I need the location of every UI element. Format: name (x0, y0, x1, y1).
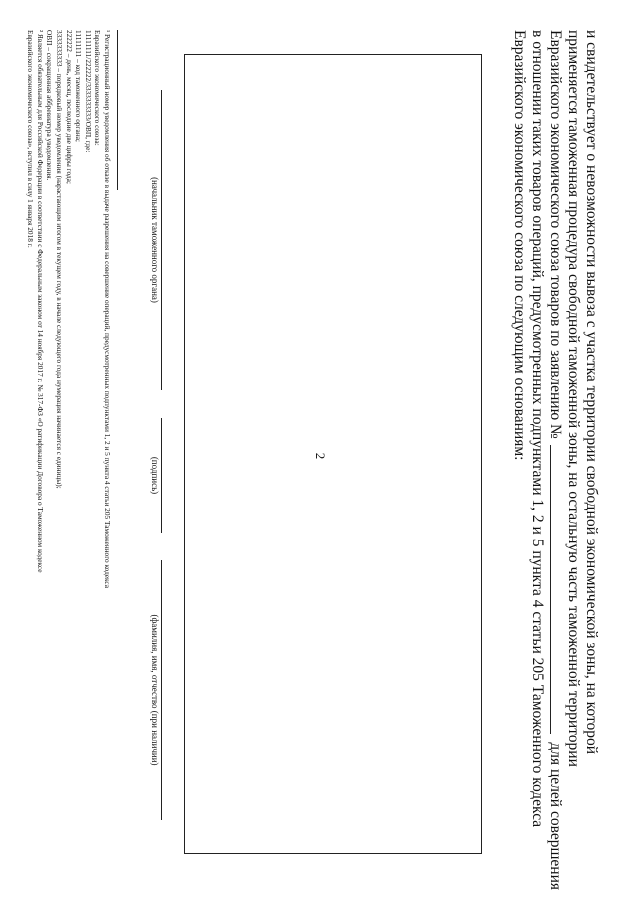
footnote-line: Евразийского экономического союза: (93, 30, 103, 146)
grounds-text-box (184, 54, 482, 854)
official-signature-line (161, 90, 162, 390)
signature-line (161, 418, 162, 533)
name-line (161, 560, 162, 820)
official-caption: (начальник таможенного органа) (150, 177, 160, 303)
footnotes (26, 30, 112, 860)
footnote-line: 222222 – день, месяц, последние две цифры года; (64, 30, 74, 184)
body-line: применяется таможенная процедура свободной таможенной зоны, на остальную часть таможенной территории (565, 30, 582, 767)
footnote-separator (117, 30, 118, 190)
footnote-line: Евразийского экономического союза», вступил в силу 1 января 2018 г. (26, 30, 36, 248)
signature-caption: (подпись) (150, 456, 160, 495)
footnote-line: 3333333333 – порядковый номер уведомления (нарастающим итогом в текущем году, в начале следующего года нумерация начинается с единицы); (55, 30, 65, 489)
body-line-part: для целей совершения (547, 742, 564, 890)
footnote-line: 11111111/222222/3333333333/ОВП, где: (83, 30, 93, 153)
rotated-document-body (0, 30, 600, 890)
body-line: Евразийского экономического союза по следующим основаниям: (511, 30, 528, 461)
body-line: в отношении таких товаров операций, предусмотренных подпунктами 1, 2 и 5 пункта 4 статьи 205 Таможенного кодекса (529, 30, 546, 828)
body-line: и свидетельствует о невозможности вывоза с участка территории свободной экономической зоны, на которой (583, 30, 600, 755)
page-number: 2 (313, 452, 328, 460)
application-number-blank (550, 445, 564, 735)
body-line-with-blank (546, 30, 564, 890)
body-line-part: Евразийского экономического союза товаров по заявлению № (547, 30, 564, 439)
footnote-line: ² Является обязательным для Российской Федерации в соответствии с Федеральным законом от 14 ноября 2017 г. № 317-ФЗ «О ратификации Договора о Таможенном кодексе (35, 30, 45, 573)
body-paragraph (510, 30, 600, 890)
footnote-line: ОВП – сокращенная аббревиатура уведомления. (45, 30, 55, 181)
name-caption: (фамилия, имя, отчество (при наличии) (150, 614, 160, 766)
footnote-line: ¹ Регистрационный номер уведомления об отказе в выдаче разрешения на совершение операций, предусмотренных подпунктами 1, 2 и 5 пункта 4 статьи 205 Таможенного кодекса (103, 30, 112, 588)
footnote-line: 11111111 – код таможенного органа; (74, 30, 84, 142)
